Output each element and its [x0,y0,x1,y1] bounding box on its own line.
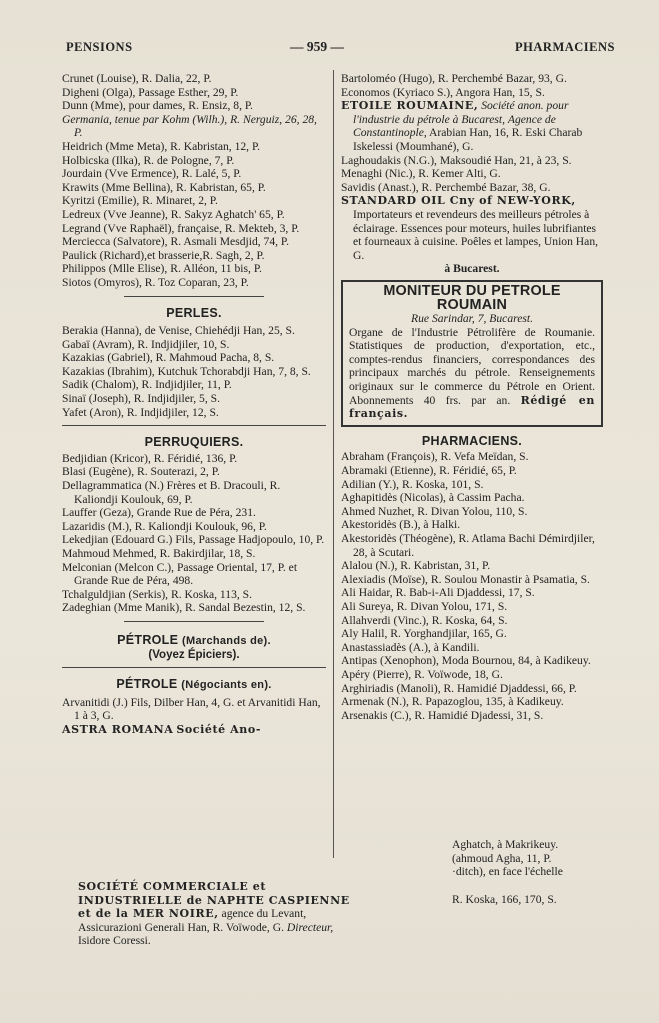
standard-text: Importateurs et revendeurs des meilleurs pétroles à éclairage. Essences pour moteurs, huiles lubrifiantes et fourneaux à cuisine. Poêles et lampes, Union Han, G. [353,207,599,262]
moniteur-address: Rue Sarindar, 7, Bucarest. [411,312,533,326]
list-item: Arsenakis (C.), R. Hamidié Djadessi, 31, S. [341,708,544,722]
list-item: Tchalguldjian (Serkis), R. Koska, 113, S. [62,587,253,601]
list-item: Armenak (N.), R. Papazoglou, 135, à Kadikeuy. [341,695,564,709]
list-item: Heidrich (Mme Meta), R. Kabristan, 12, P. [62,139,261,153]
section-title-petrole-negociants [62,678,326,693]
list-item: Ledreux (Vve Jeanne), R. Sakyz Aghatch' 65, P. [62,207,285,221]
list-item: Berakia (Hanna), de Venise, Chiehédji Han, 25, S. [62,324,295,338]
list-item: Arvanitidi (J.) Fils, Dilber Han, 4, G. et Arvanitidi Han, 1 à 3, G. [62,695,321,723]
list-item: Alexiadis (Moïse), R. Soulou Monastir à Psamatia, S. [341,572,590,586]
list-item: Ahmed Nuzhet, R. Divan Yolou, 110, S. [341,504,528,518]
list-item: Akestoridès (Théogène), R. Atlama Bachi Démirdjiler, 28, à Scutari. [341,532,595,559]
list-item: Kazakias (Gabriel), R. Mahmoud Pacha, 8, S. [62,351,275,365]
list-item: Yafet (Aron), R. Indjidjiler, 12, S. [62,405,219,419]
fragment-line: Aghatch, à Makrikeuy. [452,838,559,851]
list-item: Crunet (Louise), R. Dalia, 22, P. [62,72,212,85]
pensions-list [62,72,326,290]
list-item: Savidis (Anast.), R. Perchembé Bazar, 38, G. [341,180,551,194]
fragment-line: R. Koska, 166, 170, S. [452,892,557,906]
list-item: Sadik (Chalom), R. Indjidjiler, 11, P. [62,378,232,392]
fragment-line: ·ditch), en face l'échelle [452,865,563,879]
list-item: Krawits (Mme Bellina), R. Kabristan, 65, P. [62,180,266,194]
list-item: Aly Halil, R. Yorghandjilar, 165, G. [341,627,507,641]
list-item: Alalou (N.), R. Kabristan, 31, P. [341,559,491,573]
societe-ad [78,880,350,948]
standard-city: à Bucarest. [444,262,500,276]
list-item: Germania, tenue par Kohm (Wilh.), R. Nerguiz, 26, 28, P. [62,112,317,140]
section-title-petrole-marchands [62,634,326,649]
list-item: Bartoloméo (Hugo), R. Perchembé Bazar, 93, G. [341,72,567,85]
societe-director: Isidore Coressi. [78,934,151,948]
etoile-text3: Arabian Han, 16, R. Eski Charab Iskelessi (Moumhané), G. [353,126,583,153]
list-item: Merciecca (Salvatore), R. Asmali Mesdjid, 74, P. [62,235,289,249]
list-item: Legrand (Vve Raphaël), française, R. Mekteb, 3, P. [62,221,300,235]
list-item: Philippos (Mlle Elise), R. Alléon, 11 bis, P. [62,262,262,276]
moniteur-body [349,326,595,421]
astra-name: ASTRA ROMANA [62,722,174,736]
list-item: Sinaï (Joseph), R. Indjidjiler, 5, S. [62,392,220,406]
list-item: Jourdain (Vve Ermence), R. Lalé, 5, P. [62,167,242,181]
petrole-subtitle: (Négociants en). [181,679,272,692]
list-item: Lazaridis (M.), R. Kaliondji Koulouk, 96, P. [62,519,267,533]
list-item: Kazakias (Ibrahim), Kutchuk Tchorabdji Han, 7, 8, S. [62,364,311,378]
running-head [0,40,659,62]
standard-name: STANDARD OIL Cny of NEW-YORK, [341,194,576,208]
list-item: Kyritzi (Emilie), R. Minaret, 2, P. [62,194,218,208]
list-item: Antipas (Xenophon), Moda Bournou, 84, à Kadikeuy. [341,654,591,668]
etoile-text1: Société anon. pour l'industrie du pétrole à Bucarest, [353,99,569,126]
list-item: Paulick (Richard),et brasserie,R. Sagh, 2, P. [62,248,265,262]
bottom-right-fragments [452,838,612,906]
list-item: Ali Haidar, R. Bab-i-Ali Djaddessi, 17, S. [341,586,535,600]
list-item: Dellagrammatica (N.) Frères et B. Dracouli, R. Kaliondji Koulouk, 69, P. [62,479,281,506]
list-item: Arghiriadis (Manoli), R. Hamidié Djaddessi, 66, P. [341,681,577,695]
moniteur-ad [341,280,603,427]
petrole-title: PÉTROLE [117,632,179,647]
list-item: Zadeghian (Mme Manik), R. Sandal Bezestin, 12, S. [62,601,306,615]
page-number: — 959 — [290,39,344,54]
list-item: Allahverdi (Vinc.), R. Koska, 64, S. [341,613,508,627]
perruquiers-list [62,452,326,615]
list-item: Aghapitidès (Nicolas), à Cassim Pacha. [341,491,525,505]
fragment-line: (ahmoud Agha, 11, P. [452,851,552,865]
etoile-name: ETOILE ROUMAINE, [341,99,479,113]
petrole-title: PÉTROLE [116,677,178,692]
societe-name: SOCIÉTÉ COMMERCIALE et INDUSTRIELLE de NAPHTE CASPIENNE et de la MER NOIRE, [78,880,350,921]
column-divider [333,70,334,858]
list-item: Abraham (François), R. Vefa Meïdan, S. [341,450,529,464]
pharmaciens-list [341,450,603,722]
etoile-entry [341,99,603,153]
list-item: Laghoudakis (N.G.), Maksoudié Han, 21, à 23, S. [341,153,572,167]
list-item: Holbicska (Ilka), R. de Pologne, 7, P. [62,153,235,167]
list-item: Menaghi (Nic.), R. Kemer Alti, G. [341,167,501,181]
section-title-perruquiers: PERRUQUIERS. [144,435,244,450]
list-item: Apéry (Pierre), R. Voïwode, 18, G. [341,667,503,681]
standard-oil-entry [341,194,603,262]
list-item: Economos (Kyriaco S.), Angora Han, 15, S. [341,85,545,99]
left-column [62,72,326,737]
right-column [341,72,603,722]
list-item: Gabaï (Avram), R. Indjidjiler, 10, S. [62,337,230,351]
list-item: Adilian (Y.), R. Koska, 101, S. [341,477,484,491]
list-item: Ali Sureya, R. Divan Yolou, 171, S. [341,599,508,613]
moniteur-tagline: Rédigé en français. [349,393,595,421]
list-item [62,723,326,737]
list-item: Dunn (Mme), pour dames, R. Ensiz, 8, P. [62,99,253,113]
etoile-text2: Agence de Constantinople, [353,112,556,140]
societe-director-label: Directeur, [286,920,334,934]
list-item: Anastassiadès (A.), à Kandili. [341,640,480,654]
list-item: Melconian (Melcon C.), Passage Oriental, 17, P. et Grande Rue de Péra, 498. [62,560,298,588]
header-left: PENSIONS [66,40,133,54]
list-item: Blasi (Eugène), R. Souterazi, 2, P. [62,465,220,479]
astra-rest: Société Ano- [176,722,262,736]
list-item: Lekedjian (Edouard G.) Fils, Passage Hadjopoulo, 10, P. [62,533,325,547]
list-item: Abramaki (Etienne), R. Féridié, 65, P. [341,464,517,478]
list-item: Mahmoud Mehmed, R. Bakirdjilar, 18, S. [62,547,256,560]
moniteur-body-text: Organe de l'Industrie Pétrolifère de Roumanie. Statistiques de production, d'exportation, etc., comptes-rendus financiers, correspondances des principaux marchés du pétrole. Renseignements originaux sur le commerce du Pétrole en Orient. Abonnements 40 frs. par an. [349,325,595,407]
list-item: Lauffer (Geza), Grande Rue de Péra, 231. [62,506,256,520]
section-title-pharmaciens: PHARMACIENS. [421,433,523,448]
petrole-note: (Voyez Épiciers). [148,648,240,661]
perles-list [62,324,326,419]
list-item: Siotos (Omyros), R. Toz Coparan, 23, P. [62,275,249,289]
petrole-subtitle: (Marchands de). [182,634,271,647]
list-item: Bedjidian (Kricor), R. Féridié, 136, P. [62,451,238,465]
moniteur-title: MONITEUR DU PETROLE ROUMAIN [383,282,561,313]
societe-text: agence du Levant, Assicurazioni Generali Han, R. Voïwode, G. [78,907,307,934]
header-right: PHARMACIENS [515,40,615,54]
section-title-perles: PERLES. [166,305,222,320]
list-item: Digheni (Olga), Passage Esther, 29, P. [62,85,239,99]
list-item: Akestoridès (B.), à Halki. [341,518,461,532]
